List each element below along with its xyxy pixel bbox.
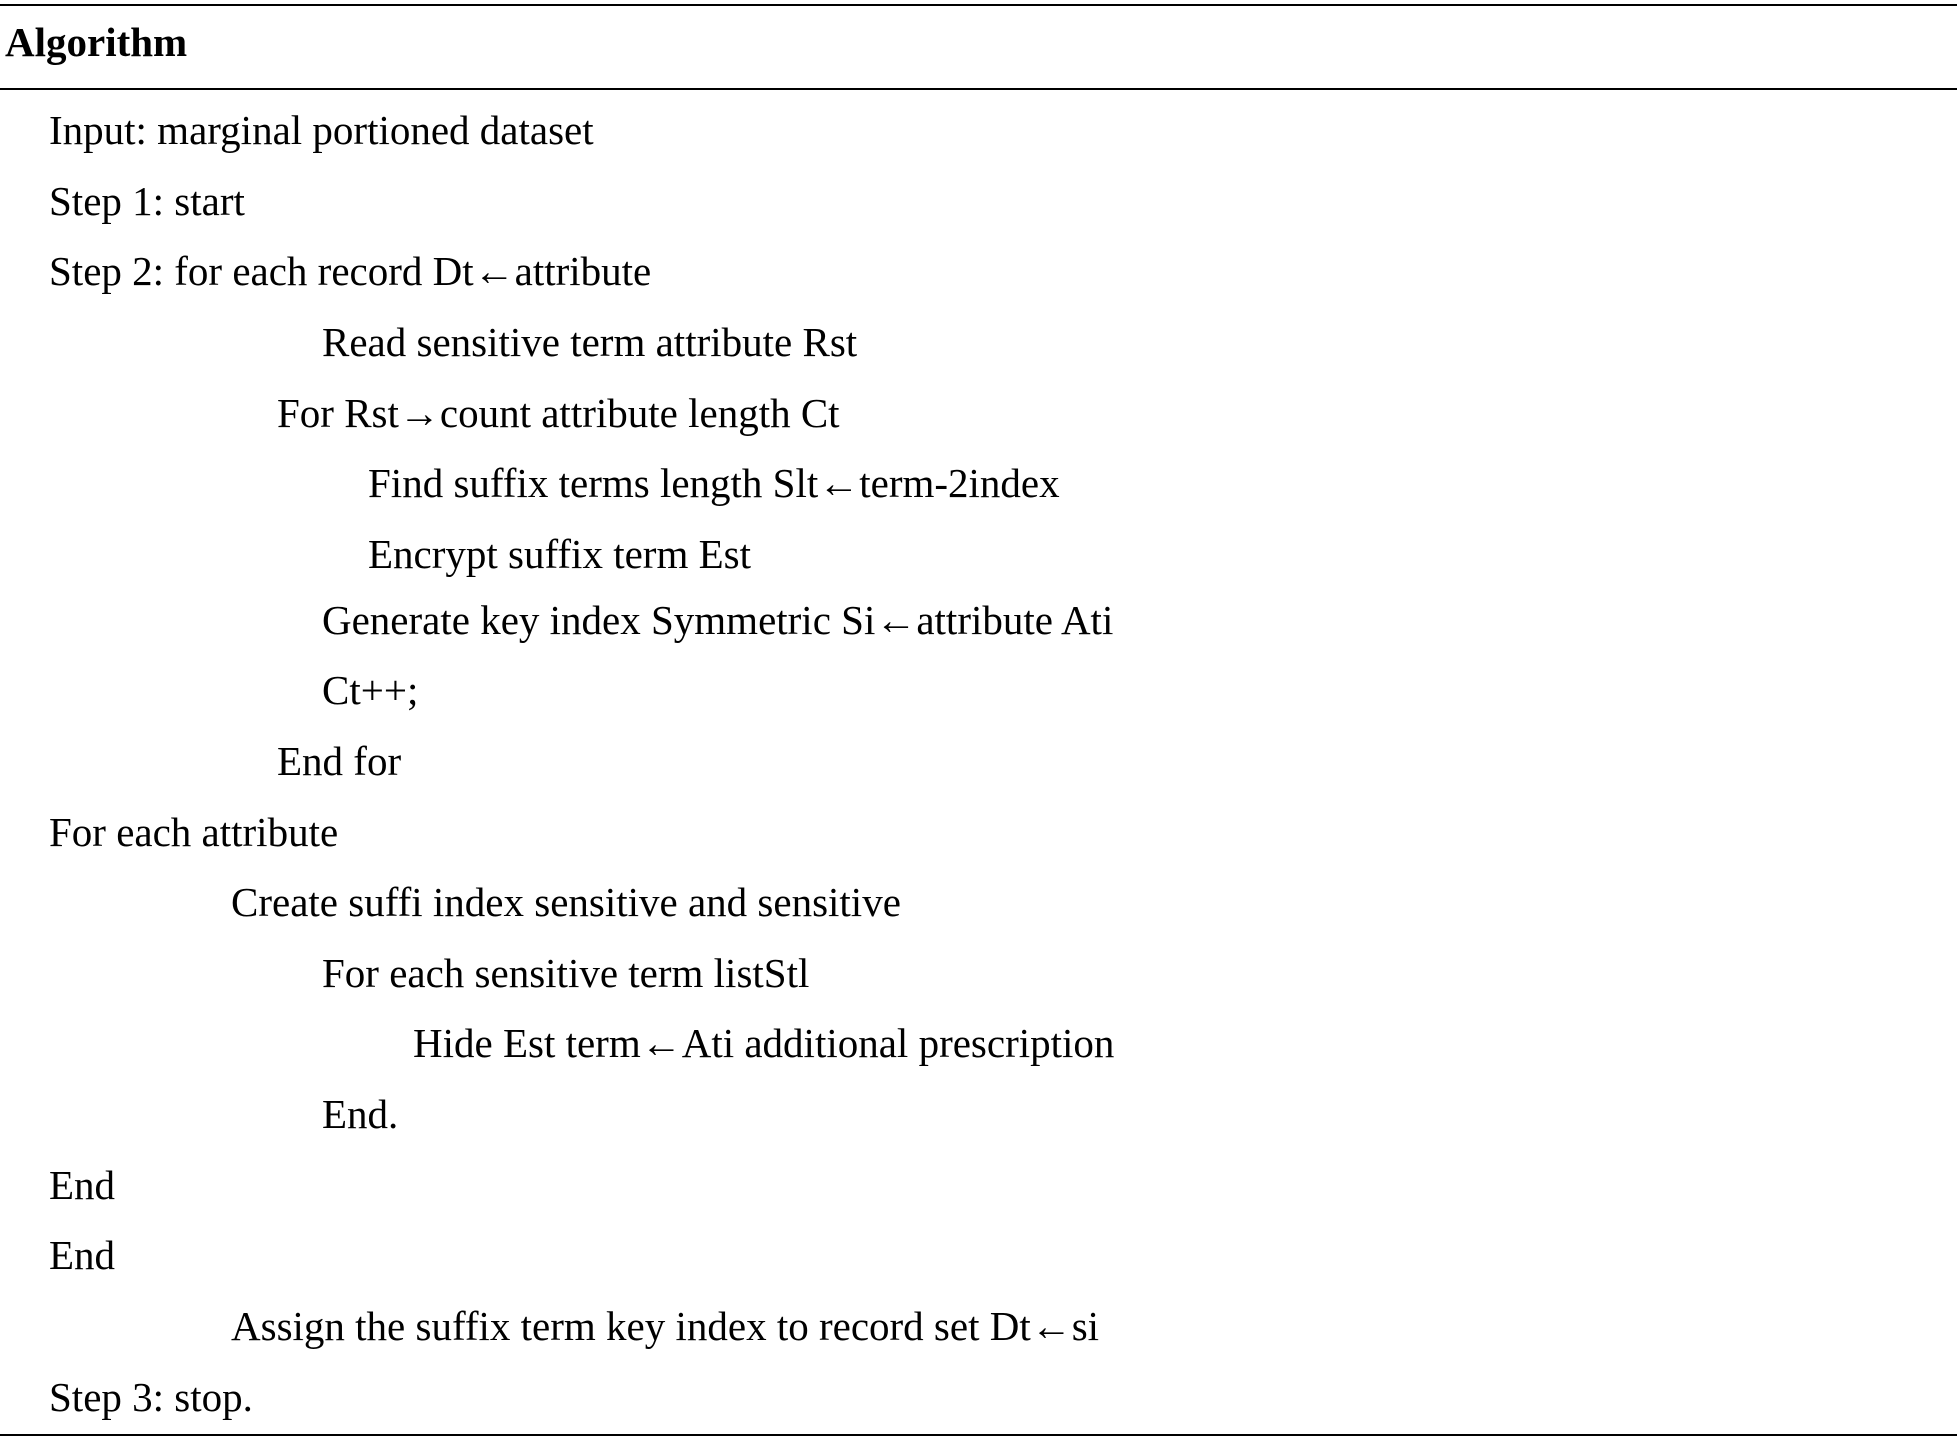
algorithm-line-assign-index: Assign the suffix term key index to record set Dt←si [231, 1303, 1100, 1349]
algorithm-line-end-2: End [49, 1232, 116, 1278]
bottom-rule [0, 1434, 1957, 1436]
algorithm-line-for-each-attribute: For each attribute [49, 809, 339, 855]
algorithm-line-find-suffix: Find suffix terms length Slt←term-2index [368, 460, 1060, 506]
algorithm-title: Algorithm [5, 19, 188, 65]
algorithm-line-end-for: End for [277, 738, 402, 784]
algorithm-line-end-1: End [49, 1162, 116, 1208]
algorithm-line-for-each-term: For each sensitive term listStl [322, 950, 810, 996]
algorithm-line-end-dot: End. [322, 1091, 399, 1137]
algorithm-line-generate-key: Generate key index Symmetric Si←attribute Ati [322, 597, 1114, 643]
algorithm-line-create-index: Create suffi index sensitive and sensitive [231, 879, 901, 925]
algorithm-line-input: Input: marginal portioned dataset [49, 107, 594, 153]
algorithm-line-step1: Step 1: start [49, 178, 245, 224]
algorithm-line-increment: Ct++; [322, 667, 419, 713]
top-rule [0, 4, 1957, 6]
algorithm-line-encrypt-suffix: Encrypt suffix term Est [368, 531, 751, 577]
algorithm-line-step3: Step 3: stop. [49, 1374, 253, 1420]
algorithm-line-for-rst: For Rst→count attribute length Ct [277, 390, 840, 436]
algorithm-line-step2: Step 2: for each record Dt←attribute [49, 248, 652, 294]
header-rule [0, 88, 1957, 90]
algorithm-line-hide-est: Hide Est term←Ati additional prescription [413, 1020, 1115, 1066]
algorithm-line-read-sensitive: Read sensitive term attribute Rst [322, 319, 858, 365]
